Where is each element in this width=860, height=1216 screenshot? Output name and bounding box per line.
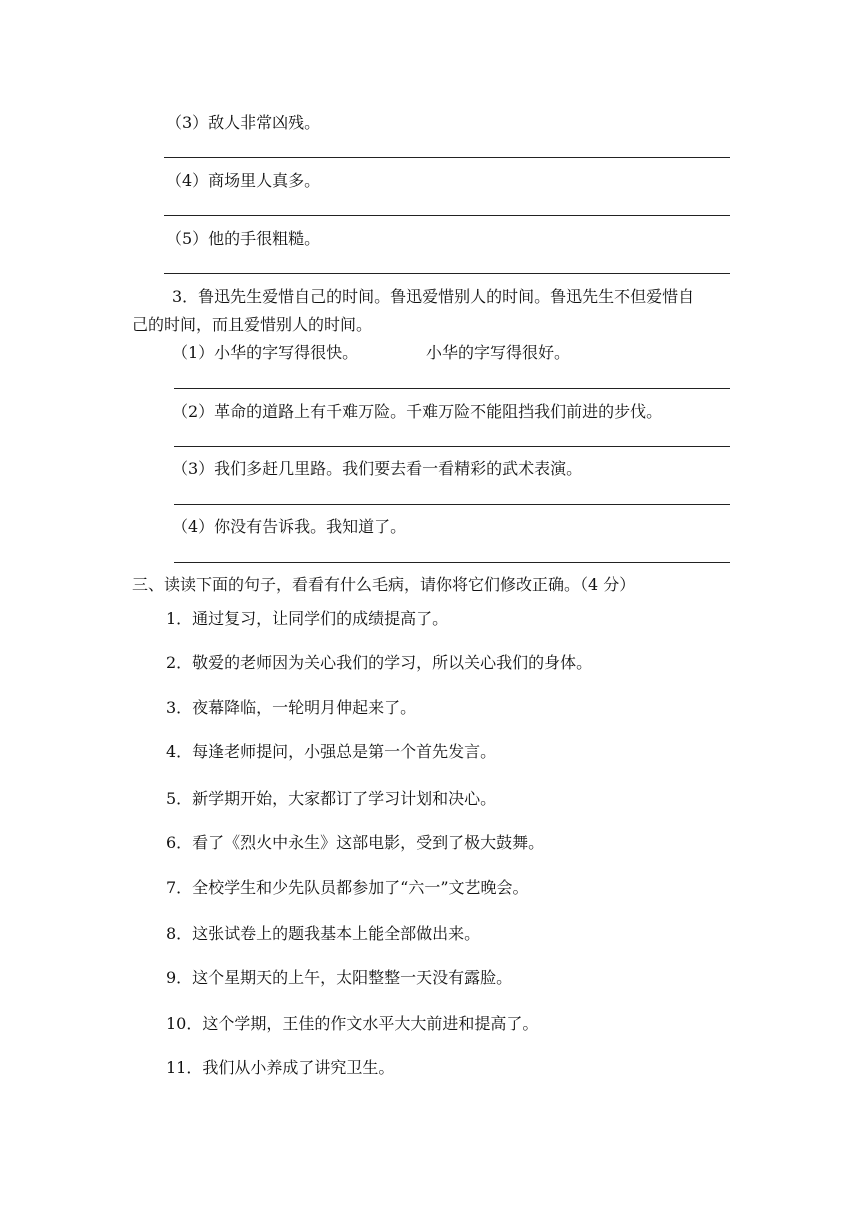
- combine-item-3: （3）我们多赶几里路。我们要去看一看精彩的武术表演。: [172, 459, 583, 478]
- correction-item-6: 6．看了《烈火中永生》这部电影，受到了极大鼓舞。: [166, 833, 545, 852]
- answer-line[interactable]: [174, 446, 730, 447]
- answer-line[interactable]: [164, 273, 730, 274]
- section-3-heading: 三、读读下面的句子，看看有什么毛病，请你将它们修改正确。（4 分）: [132, 575, 636, 594]
- combine-item-1-b: 小华的字写得很好。: [426, 343, 571, 362]
- q3-instruction-line1: 3．鲁迅先生爱惜自己的时间。鲁迅爱惜别人的时间。鲁迅先生不但爱惜自: [172, 287, 695, 306]
- correction-item-8: 8．这张试卷上的题我基本上能全部做出来。: [166, 924, 481, 943]
- correction-item-4: 4．每逢老师提问，小强总是第一个首先发言。: [166, 742, 497, 761]
- correction-item-2: 2．敬爱的老师因为关心我们的学习，所以关心我们的身体。: [166, 653, 593, 672]
- q3-instruction-line2: 己的时间，而且爱惜别人的时间。: [132, 315, 373, 334]
- answer-line[interactable]: [164, 157, 730, 158]
- rewrite-item-5: （5）他的手很粗糙。: [166, 229, 321, 248]
- answer-line[interactable]: [174, 388, 730, 389]
- combine-item-1-a: （1）小华的字写得很快。: [172, 343, 359, 362]
- correction-item-7: 7．全校学生和少先队员都参加了“六一”文艺晚会。: [166, 878, 529, 897]
- correction-item-11: 11．我们从小养成了讲究卫生。: [166, 1058, 395, 1077]
- correction-item-1: 1．通过复习，让同学们的成绩提高了。: [166, 609, 449, 628]
- answer-line[interactable]: [164, 215, 730, 216]
- combine-item-2: （2）革命的道路上有千难万险。千难万险不能阻挡我们前进的步伐。: [172, 402, 663, 421]
- correction-item-5: 5．新学期开始，大家都订了学习计划和决心。: [166, 789, 497, 808]
- combine-item-4: （4）你没有告诉我。我知道了。: [172, 517, 407, 536]
- correction-item-10: 10．这个学期，王佳的作文水平大大前进和提高了。: [166, 1014, 539, 1033]
- answer-line[interactable]: [174, 504, 730, 505]
- rewrite-item-4: （4）商场里人真多。: [166, 171, 321, 190]
- correction-item-9: 9．这个星期天的上午，太阳整整一天没有露脸。: [166, 968, 513, 987]
- rewrite-item-3: （3）敌人非常凶残。: [166, 113, 321, 132]
- answer-line[interactable]: [174, 562, 730, 563]
- correction-item-3: 3．夜幕降临，一轮明月伸起来了。: [166, 698, 417, 717]
